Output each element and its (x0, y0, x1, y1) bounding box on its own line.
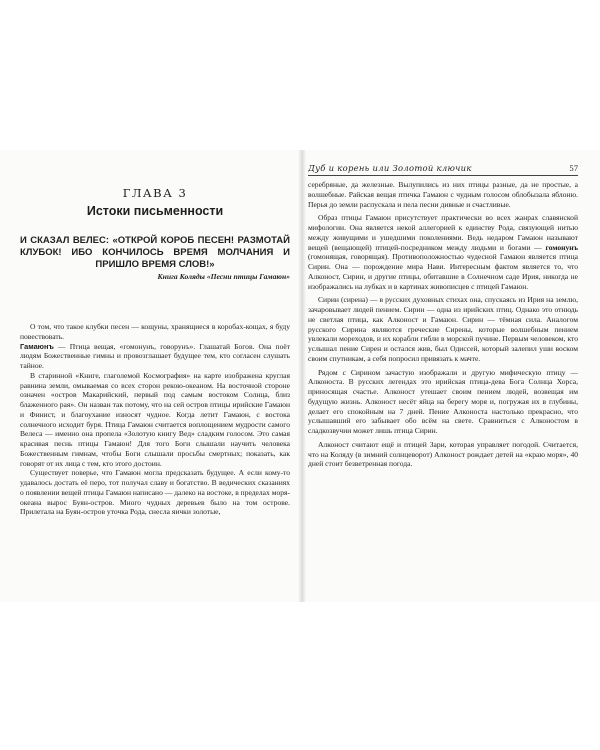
term-gomonun: гомонунъ (545, 242, 578, 252)
right-page-body (308, 180, 578, 469)
left-page (20, 150, 290, 602)
epigraph-text: И СКАЗАЛ ВЕЛЕС: «ОТКРОЙ КОРОБ ПЕСЕН! РАЗМОТАЙ КЛУБОК! ИБО КОНЧИЛОСЬ ВРЕМЯ МОЛЧАНИЯ И ПРИШЛО ВРЕМЯ СЛОВ!» (20, 235, 290, 270)
chapter-title: Истоки письменности (86, 204, 224, 218)
page-number: 57 (569, 163, 578, 173)
paragraph-text: (гомонящая, говорящая). Противоположностью чудесной Гамаюн является птица Сирин. Она — порождение мира Нави. Интересным фактом является то, что Алконост, Сирин, и другие птицы, обитавшие в Солнечном саде Ирия, никогда не изображались на лубках и в картинах живописцев с птицей Гамаюн. (308, 252, 578, 291)
epigraph (20, 235, 290, 281)
paragraph: Алконост считают ещё и птицей Зари, которая управляет погодой. Считается, что на Коляду (в зимний солнцеворот) Алконост рождает детей на «краю моря», 40 дней стоит безветренная погода. (308, 439, 578, 469)
paragraph: серебряные, да железные. Вылупились из них птицы разные, да не простые, а волшебные. Райская вещая птичка Гамаюн с чудным голосом облобызала яблоню. Перья до земли распускала и пела песни дивные и счастливые. (308, 180, 578, 209)
paragraph-gamayun-definition (20, 342, 290, 371)
paragraph-text: Образ птицы Гамаюн присутствует практически во всех жанрах славянской мифологии. Она является некой аллегорией к единству Рода, связующей нитью между живущими и ушедшими поколениями. Ведь недаром Гамаюн называют вещей (вещающей) птицей-посредником между людьми и богами — (308, 213, 578, 252)
paragraph: О том, что такое клубки песен — кощуны, хранящиеся в коробах-кощах, я буду повествовать. (20, 322, 290, 341)
paragraph: Рядом с Сирином зачастую изображали и другую мифическую птицу — Алконоста. В русских легендах это ирийская птица-дева Бога Солнца Хорса, приносящая счастье. Алконост утешает своим пением людей, возвещая им будущую жизнь. Алконост несёт яйца на берегу моря и, погружая их в глубины, делает его спокойным на 7 дней. Пение Алконоста настолько прекрасно, что услышавший его забывает обо всём на свете. Сравниться с Алконостом в сладкозвучии может лишь птица Сирин. (308, 367, 578, 435)
right-page (308, 150, 578, 602)
left-page-body (20, 322, 290, 517)
paragraph-text: — Птица вещая, «гомонунъ, говорунъ». Глашатай Богов. Она поёт людям Божественные гимны и провозглашает будущее тем, кто согласен слушать тайное. (20, 341, 290, 370)
paragraph: Существует поверье, что Гамаюн могла предсказать будущее. А если кому-то удавалось достать её перо, тот получал славу и богатство. В ведических сказаниях о появлении вещей птицы Гамаюн написано — далеко на востоке, в пределах моря-океана вырос Буян-остров. Много чудных деревьев было на том острове. Прилетала на Буян-остров уточка Рода, снесла яички золотые, (20, 468, 290, 517)
running-title: Дуб и корень или Золотой ключик (308, 163, 472, 173)
running-head (308, 163, 578, 176)
paragraph: Сирин (сирена) — в русских духовных стихах она, спускаясь из Ирия на землю, зачаровывает людей пением. Сирин — одна из ирийских птиц. Однако это отнюдь не светлая птица, как Алконост и Гамаюн. Сирин — тёмная сила. Аналогом русского Сирина являются греческие Сирены, которые волшебным пением увлекали мореходов, и их корабли гибли в морской пучине. Первым человеком, кто услышал пение Сирен и остался жив, был Одиссей, который залепил уши воском своим спутникам, а себя попросил привязать к мачте. (308, 295, 578, 363)
book-gutter (298, 150, 306, 602)
chapter-label: ГЛАВА 3 (122, 186, 188, 200)
term-gamayun: Гамаюнъ (20, 341, 54, 351)
paragraph-gomonun (308, 213, 578, 291)
paragraph: В старинной «Книге, глаголемой Космография» на карте изображена круглая равнина земли, омываемая со всех сторон рекою-океаном. На восточной стороне означен «остров Макарийский, первый под самым востоком Солнца, близ блаженного рая». Он назван так потому, что на сей остров птицы ирийские Гамаюн и Финист, и благоухание износят чудное. Когда летит Гамаюн, с востока солнечного исходит буря. Птица Гамаюн считается воплощением мудрости самого Велеса — именно она пропела «Золотую книгу Вед» сладким голосом. Это самая красивая песнь птицы Гамаюн! Для того Боги слышали научить человека Божественным гимнам, чтобы Боги слышали просьбы смертных; показать, как говорят от их лица с тем, кто этого достоин. (20, 370, 290, 468)
epigraph-source: Книга Коляды «Песни птицы Гамаюн» (157, 272, 290, 282)
